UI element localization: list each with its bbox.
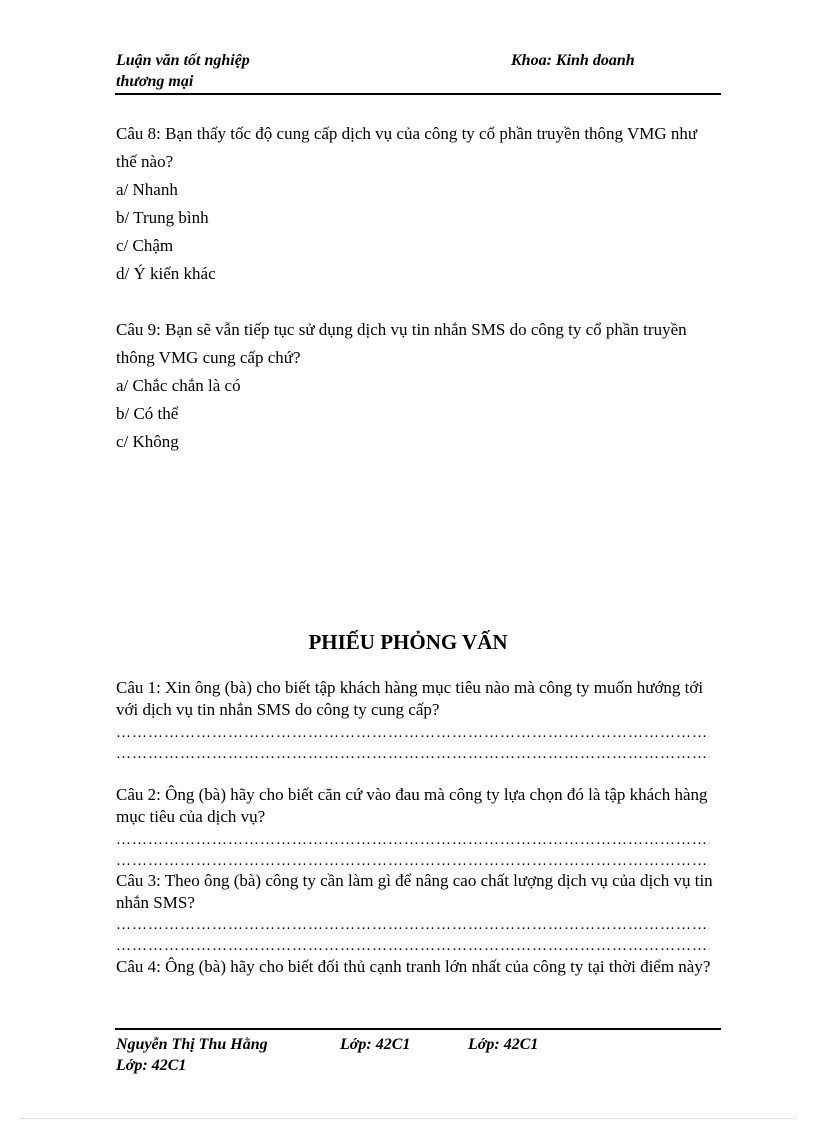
- footer-class-3: Lớp: 42C1: [116, 1057, 187, 1074]
- answer-line: [116, 723, 710, 743]
- footer-class-2: Lớp: 42C1: [468, 1036, 539, 1053]
- q9-option-b: b/ Có thể: [116, 404, 179, 423]
- page-bottom-border: [20, 1118, 796, 1119]
- header-title-line2: thương mại: [116, 73, 194, 90]
- answer-line: [116, 830, 710, 850]
- footer-rule: [115, 1028, 721, 1030]
- answer-line: [116, 851, 710, 871]
- answer-line: [116, 915, 710, 935]
- footer-author: Nguyễn Thị Thu Hằng: [116, 1036, 268, 1053]
- question-8: Câu 8: Bạn thấy tốc độ cung cấp dịch vụ của công ty cổ phần truyền thông VMG như thế nào?: [116, 124, 698, 171]
- q8-option-a: a/ Nhanh: [116, 180, 178, 199]
- answer-line: [116, 936, 710, 956]
- header-title-line1: Luận văn tốt nghiệp: [116, 52, 250, 69]
- interview-question-1: Câu 1: Xin ông (bà) cho biết tập khách hàng mục tiêu nào mà công ty muốn hướng tới với dịch vụ tin nhắn SMS do công ty cung cấp?: [116, 678, 704, 719]
- interview-question-3: Câu 3: Theo ông (bà) công ty cần làm gì để nâng cao chất lượng dịch vụ của dịch vụ tin nhắn SMS?: [116, 871, 713, 912]
- header-title: [116, 50, 250, 92]
- answer-line: [116, 744, 710, 764]
- interview-question-2: Câu 2: Ông (bà) hãy cho biết căn cứ vào đau mà công ty lựa chọn đó là tập khách hàng mục tiêu của dịch vụ?: [116, 785, 708, 826]
- header-faculty: Khoa: Kinh doanh: [511, 52, 635, 69]
- q9-option-a: a/ Chắc chắn là có: [116, 376, 241, 395]
- q8-option-d: d/ Ý kiến khác: [116, 264, 216, 283]
- q9-option-c: c/ Không: [116, 432, 179, 451]
- footer-class-1: Lớp: 42C1: [340, 1036, 411, 1053]
- q8-option-b: b/ Trung bình: [116, 208, 209, 227]
- q8-option-c: c/ Chậm: [116, 236, 174, 255]
- header-rule: [115, 93, 721, 95]
- interview-question-4: Câu 4: Ông (bà) hãy cho biết đối thủ cạnh tranh lớn nhất của công ty tại thời điểm này?: [116, 957, 711, 976]
- interview-title: PHIẾU PHỎNG VẤN: [308, 630, 508, 654]
- question-9: Câu 9: Bạn sẽ vẫn tiếp tục sử dụng dịch vụ tin nhắn SMS do công ty cổ phần truyền thông VMG cung cấp chứ?: [116, 320, 687, 367]
